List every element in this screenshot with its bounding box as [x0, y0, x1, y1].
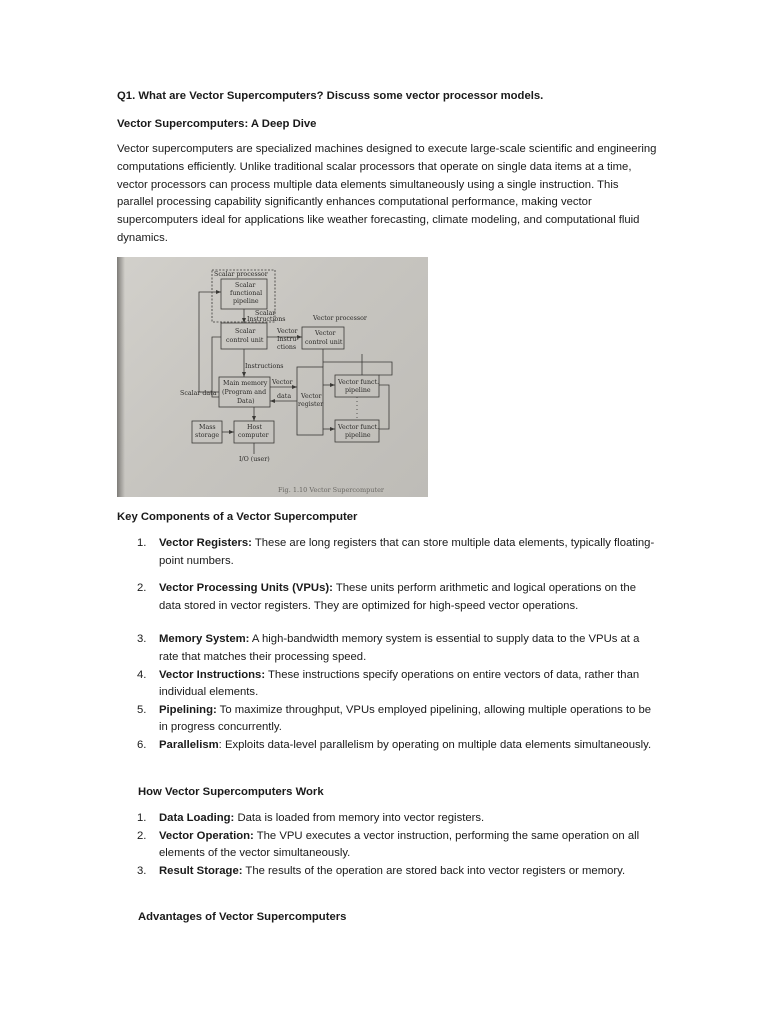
diagram-label: ctions: [277, 344, 297, 351]
key-components-list: [117, 535, 657, 755]
how-it-works-title: How Vector Supercomputers Work: [138, 786, 324, 798]
diagram-label: pipeline: [233, 298, 259, 305]
list-item: 1. Vector Registers: These are long registers that can store multiple data elements, typically floating-point numbers.: [137, 537, 655, 567]
diagram-label: (Program and: [222, 389, 267, 396]
diagram-label: control unit: [226, 337, 264, 344]
diagram-label: Vector: [301, 393, 322, 400]
diagram-label: storage: [195, 432, 220, 439]
diagram-label: Host: [247, 424, 263, 431]
vector-supercomputer-diagram: [117, 257, 428, 497]
list-item: 2. Vector Operation: The VPU executes a vector instruction, performing the same operation on all elements of the vector simultaneously.: [137, 829, 640, 860]
diagram-label: Instructions: [245, 363, 284, 370]
figure-caption: Fig. 1.10 Vector Supercomputer: [277, 486, 385, 494]
diagram-label: Instru-: [277, 336, 299, 343]
scalar-control-unit-box: [221, 323, 267, 349]
diagram-label: Scalar data: [180, 390, 217, 397]
intro-paragraph: [117, 141, 657, 248]
diagram-label: Vector: [272, 379, 293, 386]
advantages-title: Advantages of Vector Supercomputers: [138, 911, 347, 923]
diagram-label: Vector: [315, 330, 336, 337]
diagram-label: Vector funct.: [338, 379, 380, 386]
diagram-label: Mass: [199, 424, 216, 431]
list-item: 5. Pipelining: To maximize throughput, VPUs employed pipelining, allowing multiple operations to be in progress concurrently.: [137, 703, 652, 734]
label-scalar-processor: Scalar processor: [214, 271, 268, 278]
diagram-label: Data): [237, 398, 255, 405]
question-heading: Q1. What are Vector Supercomputers? Discuss some vector processor models.: [117, 90, 544, 102]
diagram-svg: [117, 257, 428, 497]
list-item: 6. Parallelism: Exploits data-level parallelism by operating on multiple data elements simultaneously.: [137, 738, 652, 751]
label-vector-processor: Vector processor: [313, 315, 367, 322]
list-item: 3. Memory System: A high-bandwidth memory system is essential to supply data to the VPUs at a rate that matches their processing speed.: [137, 633, 640, 663]
diagram-label: Vector: [277, 328, 298, 335]
list-item: 4. Vector Instructions: These instructions specify operations on entire vectors of data, rather than individual elements.: [137, 668, 640, 699]
list-item: 3. Result Storage: The results of the operation are stored back into vector registers or memory.: [137, 864, 626, 877]
diagram-label: computer: [238, 432, 269, 439]
section-title: Vector Supercomputers: A Deep Dive: [117, 118, 317, 130]
diagram-label: Main memory: [223, 380, 268, 387]
key-components-title: Key Components of a Vector Supercomputer: [117, 511, 358, 523]
intro-text: Vector supercomputers are specialized machines designed to execute large-scale scientific and engineering computations efficiently. Unlike traditional scalar processors that operate on single data items at a time, vector processors can process multiple data elements simultaneously using a single instruction. This parallel processing capability significantly enhances computational performance, making vector supercomputers ideal for applications like weather forecasting, climate modeling, and computational fluid dynamics.: [117, 143, 657, 244]
list-item: 1. Data Loading: Data is loaded from memory into vector registers.: [137, 812, 485, 824]
diagram-label: Instructions: [247, 316, 286, 323]
diagram-label: functional: [230, 290, 263, 297]
diagram-label: Scalar: [255, 310, 276, 317]
list-item: 2. Vector Processing Units (VPUs): These units perform arithmetic and logical operations on the data stored in vector registers. They are optimized for high-speed vector operations.: [137, 582, 636, 612]
diagram-label: register: [298, 401, 324, 408]
how-it-works-list: [117, 810, 657, 880]
diagram-label: pipeline: [345, 387, 371, 394]
diagram-label: control unit: [305, 339, 343, 346]
photo-edge-shadow: [117, 257, 125, 497]
diagram-label: Scalar: [235, 282, 256, 289]
diagram-label: Vector funct.: [338, 424, 380, 431]
diagram-label: Scalar: [235, 328, 256, 335]
diagram-label: data: [277, 393, 292, 400]
diagram-label: I/O (user): [239, 456, 270, 463]
diagram-label: pipeline: [345, 432, 371, 439]
